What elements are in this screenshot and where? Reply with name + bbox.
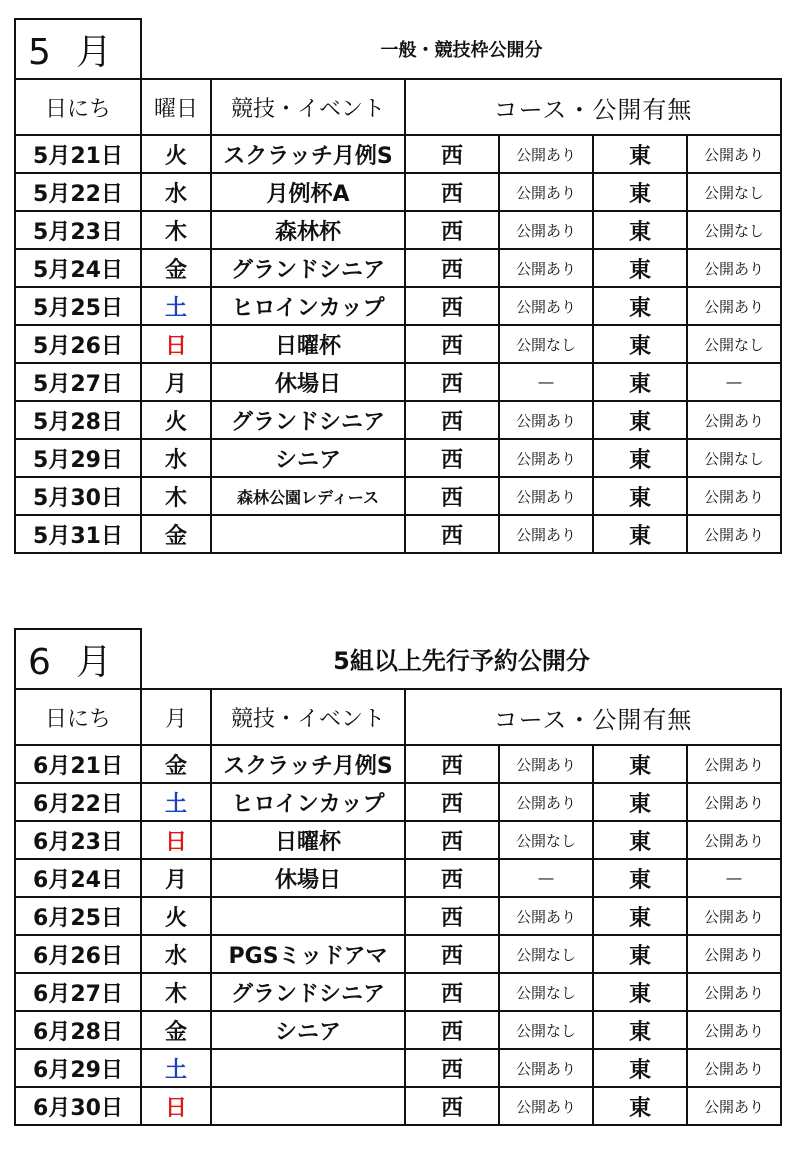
event-cell: 森林杯 (211, 211, 405, 249)
date-cell: 5月28日 (15, 401, 141, 439)
date-cell: 5月23日 (15, 211, 141, 249)
weekday-cell: 月 (141, 363, 211, 401)
table-row (15, 859, 781, 897)
weekday-cell: 金 (141, 1011, 211, 1049)
east-course-cell: 東 (593, 211, 687, 249)
event-cell: 休場日 (211, 363, 405, 401)
west-course-cell: 西 (405, 897, 499, 935)
header-date: 日にち (15, 689, 141, 745)
table-row (15, 821, 781, 859)
weekday-cell: 日 (141, 325, 211, 363)
date-cell: 6月27日 (15, 973, 141, 1011)
east-status-cell: 公開あり (687, 249, 781, 287)
east-course-cell: 東 (593, 401, 687, 439)
table-row (15, 1049, 781, 1087)
table-row (15, 1011, 781, 1049)
june-schedule-table (14, 628, 782, 1126)
date-cell: 6月30日 (15, 1087, 141, 1125)
east-course-cell: 東 (593, 287, 687, 325)
date-cell: 6月28日 (15, 1011, 141, 1049)
west-course-cell: 西 (405, 783, 499, 821)
west-course-cell: 西 (405, 859, 499, 897)
east-status-cell: 公開あり (687, 1087, 781, 1125)
east-status-cell: 公開あり (687, 973, 781, 1011)
table-row (15, 745, 781, 783)
west-course-cell: 西 (405, 477, 499, 515)
weekday-cell: 木 (141, 477, 211, 515)
west-status-cell: 公開あり (499, 515, 593, 553)
event-cell (211, 1049, 405, 1087)
date-cell: 6月24日 (15, 859, 141, 897)
table-row (15, 515, 781, 553)
event-cell: 日曜杯 (211, 325, 405, 363)
west-course-cell: 西 (405, 439, 499, 477)
event-cell: PGSミッドアマ (211, 935, 405, 973)
west-status-cell: 公開あり (499, 249, 593, 287)
east-status-cell: ― (687, 859, 781, 897)
header-course: コース・公開有無 (405, 689, 781, 745)
west-status-cell: 公開なし (499, 1011, 593, 1049)
event-cell (211, 1087, 405, 1125)
may-schedule-table (14, 18, 782, 554)
weekday-cell: 水 (141, 173, 211, 211)
event-cell: ヒロインカップ (211, 287, 405, 325)
month-banner-row (15, 629, 781, 689)
east-course-cell: 東 (593, 439, 687, 477)
event-cell: 日曜杯 (211, 821, 405, 859)
table-row (15, 173, 781, 211)
west-course-cell: 西 (405, 135, 499, 173)
east-course-cell: 東 (593, 477, 687, 515)
east-course-cell: 東 (593, 935, 687, 973)
west-status-cell: 公開なし (499, 821, 593, 859)
weekday-cell: 月 (141, 859, 211, 897)
west-course-cell: 西 (405, 211, 499, 249)
date-cell: 5月29日 (15, 439, 141, 477)
month-label-cell (15, 629, 141, 689)
header-event: 競技・イベント (211, 79, 405, 135)
east-course-cell: 東 (593, 515, 687, 553)
month-number: 6 (28, 641, 51, 683)
weekday-cell: 金 (141, 249, 211, 287)
east-status-cell: 公開あり (687, 477, 781, 515)
weekday-cell: 火 (141, 897, 211, 935)
weekday-cell: 日 (141, 821, 211, 859)
weekday-cell: 火 (141, 135, 211, 173)
date-cell: 6月29日 (15, 1049, 141, 1087)
table-row (15, 935, 781, 973)
east-status-cell: 公開あり (687, 401, 781, 439)
date-cell: 6月25日 (15, 897, 141, 935)
column-header-row (15, 689, 781, 745)
west-course-cell: 西 (405, 325, 499, 363)
event-cell: 月例杯A (211, 173, 405, 211)
header-weekday: 月 (141, 689, 211, 745)
weekday-cell: 木 (141, 973, 211, 1011)
weekday-cell: 金 (141, 745, 211, 783)
month-banner-row (15, 19, 781, 79)
east-course-cell: 東 (593, 745, 687, 783)
west-status-cell: 公開あり (499, 173, 593, 211)
east-status-cell: 公開あり (687, 1049, 781, 1087)
east-status-cell: 公開なし (687, 173, 781, 211)
east-status-cell: 公開なし (687, 325, 781, 363)
west-status-cell: 公開あり (499, 401, 593, 439)
west-course-cell: 西 (405, 973, 499, 1011)
table-row (15, 783, 781, 821)
date-cell: 5月27日 (15, 363, 141, 401)
west-course-cell: 西 (405, 249, 499, 287)
west-course-cell: 西 (405, 515, 499, 553)
month-number: 5 (28, 31, 51, 73)
east-course-cell: 東 (593, 783, 687, 821)
west-course-cell: 西 (405, 287, 499, 325)
west-status-cell: 公開なし (499, 973, 593, 1011)
weekday-cell: 水 (141, 439, 211, 477)
weekday-cell: 金 (141, 515, 211, 553)
weekday-cell: 土 (141, 783, 211, 821)
date-cell: 5月25日 (15, 287, 141, 325)
date-cell: 5月22日 (15, 173, 141, 211)
header-course: コース・公開有無 (405, 79, 781, 135)
east-status-cell: 公開あり (687, 287, 781, 325)
west-status-cell: 公開あり (499, 897, 593, 935)
west-status-cell: ― (499, 859, 593, 897)
section-banner: 一般・競技枠公開分 (141, 19, 781, 79)
east-course-cell: 東 (593, 325, 687, 363)
west-course-cell: 西 (405, 821, 499, 859)
east-course-cell: 東 (593, 1087, 687, 1125)
west-course-cell: 西 (405, 745, 499, 783)
west-course-cell: 西 (405, 401, 499, 439)
date-cell: 5月30日 (15, 477, 141, 515)
event-cell: グランドシニア (211, 973, 405, 1011)
event-cell: ヒロインカップ (211, 783, 405, 821)
east-status-cell: 公開あり (687, 783, 781, 821)
east-course-cell: 東 (593, 135, 687, 173)
west-status-cell: ― (499, 363, 593, 401)
west-status-cell: 公開あり (499, 745, 593, 783)
date-cell: 6月23日 (15, 821, 141, 859)
weekday-cell: 土 (141, 287, 211, 325)
header-weekday: 曜日 (141, 79, 211, 135)
date-cell: 5月31日 (15, 515, 141, 553)
date-cell: 5月21日 (15, 135, 141, 173)
east-status-cell: 公開あり (687, 745, 781, 783)
weekday-cell: 木 (141, 211, 211, 249)
east-course-cell: 東 (593, 173, 687, 211)
table-row (15, 211, 781, 249)
west-status-cell: 公開あり (499, 439, 593, 477)
column-header-row (15, 79, 781, 135)
event-cell: スクラッチ月例S (211, 745, 405, 783)
east-status-cell: 公開あり (687, 897, 781, 935)
east-status-cell: 公開あり (687, 135, 781, 173)
west-status-cell: 公開あり (499, 783, 593, 821)
section-banner: 5組以上先行予約公開分 (141, 629, 781, 689)
header-event: 競技・イベント (211, 689, 405, 745)
event-cell: グランドシニア (211, 249, 405, 287)
west-status-cell: 公開なし (499, 935, 593, 973)
east-status-cell: 公開あり (687, 935, 781, 973)
event-cell: シニア (211, 439, 405, 477)
east-course-cell: 東 (593, 897, 687, 935)
west-status-cell: 公開あり (499, 211, 593, 249)
table-row (15, 477, 781, 515)
date-cell: 5月24日 (15, 249, 141, 287)
east-course-cell: 東 (593, 1049, 687, 1087)
weekday-cell: 日 (141, 1087, 211, 1125)
east-course-cell: 東 (593, 1011, 687, 1049)
east-course-cell: 東 (593, 973, 687, 1011)
east-status-cell: 公開なし (687, 211, 781, 249)
west-status-cell: 公開なし (499, 325, 593, 363)
table-row (15, 287, 781, 325)
month-kanji: 月 (76, 31, 113, 73)
west-course-cell: 西 (405, 1011, 499, 1049)
date-cell: 6月22日 (15, 783, 141, 821)
west-status-cell: 公開あり (499, 287, 593, 325)
event-cell: 休場日 (211, 859, 405, 897)
east-status-cell: 公開なし (687, 439, 781, 477)
weekday-cell: 火 (141, 401, 211, 439)
table-row (15, 439, 781, 477)
table-row (15, 249, 781, 287)
west-status-cell: 公開あり (499, 477, 593, 515)
event-cell (211, 515, 405, 553)
west-status-cell: 公開あり (499, 1049, 593, 1087)
event-cell: グランドシニア (211, 401, 405, 439)
date-cell: 5月26日 (15, 325, 141, 363)
east-course-cell: 東 (593, 859, 687, 897)
west-course-cell: 西 (405, 1049, 499, 1087)
month-label-cell (15, 19, 141, 79)
date-cell: 6月21日 (15, 745, 141, 783)
header-date: 日にち (15, 79, 141, 135)
west-course-cell: 西 (405, 363, 499, 401)
table-row (15, 897, 781, 935)
event-cell (211, 897, 405, 935)
east-status-cell: 公開あり (687, 1011, 781, 1049)
table-row (15, 135, 781, 173)
east-status-cell: 公開あり (687, 821, 781, 859)
event-cell: 森林公園レディース (211, 477, 405, 515)
table-row (15, 973, 781, 1011)
table-row (15, 1087, 781, 1125)
table-row (15, 325, 781, 363)
date-cell: 6月26日 (15, 935, 141, 973)
east-status-cell: ― (687, 363, 781, 401)
east-course-cell: 東 (593, 249, 687, 287)
table-row (15, 401, 781, 439)
table-row (15, 363, 781, 401)
event-cell: スクラッチ月例S (211, 135, 405, 173)
month-kanji: 月 (76, 641, 113, 683)
west-course-cell: 西 (405, 935, 499, 973)
west-course-cell: 西 (405, 1087, 499, 1125)
west-course-cell: 西 (405, 173, 499, 211)
west-status-cell: 公開あり (499, 135, 593, 173)
west-status-cell: 公開あり (499, 1087, 593, 1125)
weekday-cell: 水 (141, 935, 211, 973)
east-status-cell: 公開あり (687, 515, 781, 553)
event-cell: シニア (211, 1011, 405, 1049)
east-course-cell: 東 (593, 821, 687, 859)
weekday-cell: 土 (141, 1049, 211, 1087)
east-course-cell: 東 (593, 363, 687, 401)
